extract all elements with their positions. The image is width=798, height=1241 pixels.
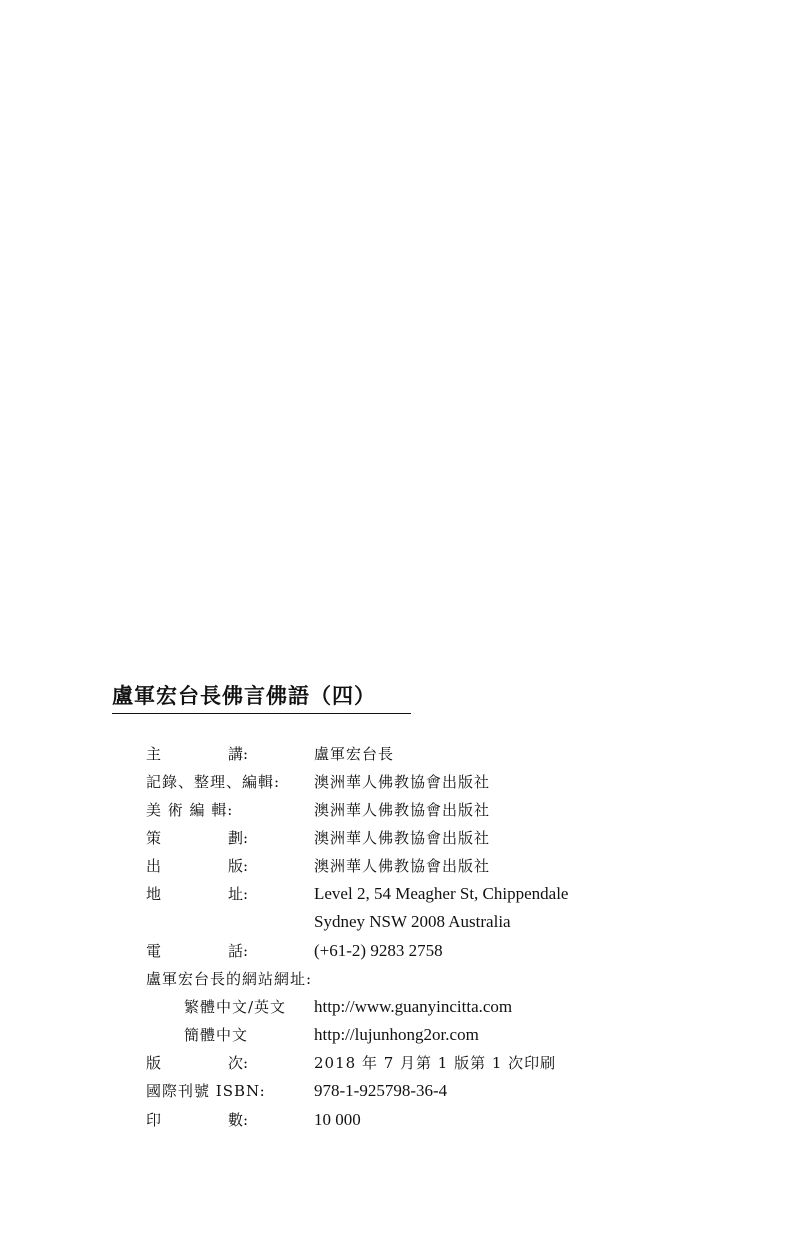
address-label-b: 址: [228,885,249,903]
planning-label-b: 劃: [228,829,249,847]
edition-label-a: 版 [146,1054,162,1072]
website-simplified-label: 簡體中文 [184,1026,249,1044]
website-traditional-link[interactable]: http://www.guanyincitta.com [314,997,513,1016]
publisher-label-b: 版: [228,857,249,875]
website-heading: 盧軍宏台長的網站網址: [146,970,313,988]
phone-value: (+61-2) 9283 2758 [314,941,443,960]
phone-label-a: 電 [146,942,162,960]
isbn-label: 國際刊號 ISBN: [146,1082,266,1100]
phone-label-b: 話: [228,942,249,960]
website-traditional-label: 繁體中文/英文 [184,998,287,1016]
book-title: 盧軍宏台長佛言佛語（四） [112,683,376,708]
planning-value: 澳洲華人佛教協會出版社 [314,829,491,847]
address-line-2: Sydney NSW 2008 Australia [314,912,511,931]
edition-label-b: 次: [228,1054,249,1072]
publisher-label-a: 出 [146,857,162,875]
speaker-label-b: 講: [228,745,249,763]
website-simplified-link[interactable]: http://lujunhong2or.com [314,1025,479,1044]
isbn-value: 978-1-925798-36-4 [314,1081,448,1100]
address-label-a: 地 [146,885,162,903]
publisher-value: 澳洲華人佛教協會出版社 [314,857,491,875]
speaker-label-a: 主 [146,745,162,763]
print-run-label-a: 印 [146,1111,162,1129]
print-run-label-b: 數: [228,1111,249,1129]
editing-label: 記錄、整理、編輯: [146,773,281,791]
art-editor-value: 澳洲華人佛教協會出版社 [314,801,491,819]
print-run-value: 10 000 [314,1110,361,1129]
address-line-1: Level 2, 54 Meagher St, Chippendale [314,884,569,903]
editing-value: 澳洲華人佛教協會出版社 [314,773,491,791]
art-editor-label: 美 術 編 輯: [146,801,234,819]
planning-label-a: 策 [146,829,162,847]
edition-value: 2018 年 7 月第 1 版第 1 次印刷 [314,1054,557,1072]
speaker-value: 盧軍宏台長 [314,745,395,763]
book-title-block [112,682,411,714]
